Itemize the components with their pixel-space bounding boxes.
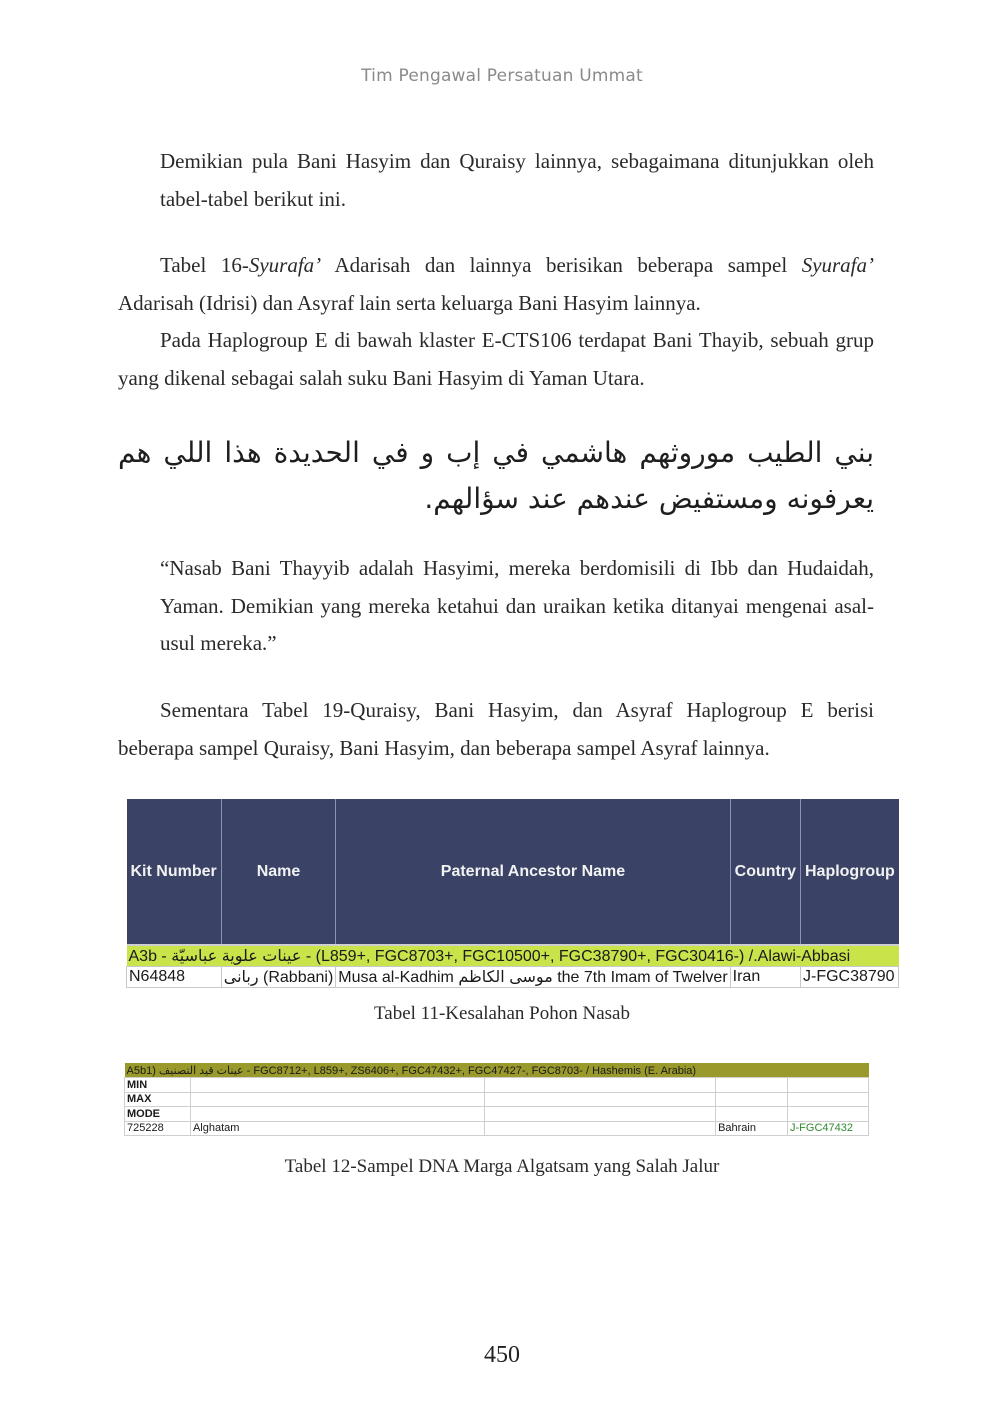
text-span: Adarisah dan lainnya berisikan beberapa sampel [321, 253, 802, 277]
table-sampel-dna-algatsam [124, 1063, 869, 1136]
cluster-group-row: A3b - عينات علوية عباسيّة - (L859+, FGC8703+, FGC10500+, FGC38790+, FGC30416-) /.Alawi-Abbasi [127, 945, 899, 967]
cell-kit: N64848 [127, 967, 222, 988]
row-label-min: MIN [125, 1078, 191, 1093]
header-haplogroup: Haplogroup [800, 799, 898, 945]
cluster-group-row: A5b1) عينات قيد التصنيف - FGC8712+, L859+, ZS6406+, FGC47432+, FGC47427-, FGC8703- / Hashemis (E. Arabia) [125, 1063, 869, 1078]
paragraph-haplogroup-e: Pada Haplogroup E di bawah klaster E-CTS106 terdapat Bani Thayib, sebuah grup yang dikenal sebagai salah suku Bani Hasyim di Yaman Utara. [118, 328, 874, 390]
cell-haplogroup: J-FGC47432 [788, 1121, 869, 1136]
empty-cell [716, 1107, 788, 1122]
table-row [125, 1092, 869, 1107]
header-paternal-ancestor: Paternal Ancestor Name [336, 799, 730, 945]
cell-name: Alghatam [190, 1121, 484, 1136]
text-span: Tabel 16- [160, 253, 249, 277]
paragraph-tabel-19: Sementara Tabel 19-Quraisy, Bani Hasyim, dan Asyraf Haplogroup E berisi beberapa sampel Quraisy, Bani Hasyim, dan beberapa sampel Asyraf lainnya. [118, 698, 874, 760]
table-row [125, 1107, 869, 1122]
row-label-max: MAX [125, 1092, 191, 1107]
italic-term: Syurafa’ [248, 253, 322, 277]
empty-cell [788, 1078, 869, 1093]
caption-table-12: Tabel 12-Sampel DNA Marga Algatsam yang Salah Jalur [284, 1156, 720, 1177]
running-header: Tim Pengawal Persatuan Ummat [361, 66, 643, 86]
empty-cell [716, 1078, 788, 1093]
empty-cell [788, 1092, 869, 1107]
paragraph-intro: Demikian pula Bani Hasyim dan Quraisy lainnya, sebagaimana ditunjukkan oleh tabel-tabel berikut ini. [160, 149, 874, 211]
empty-cell [484, 1121, 716, 1136]
header-country: Country [730, 799, 800, 945]
page-number: 450 [484, 1342, 520, 1368]
caption-table-11: Tabel 11-Kesalahan Pohon Nasab [374, 1003, 630, 1024]
cell-kit: 725228 [125, 1121, 191, 1136]
cell-name: ربانى (Rabbani) [221, 967, 336, 988]
italic-term: Syurafa’ [801, 253, 875, 277]
cell-country: Bahrain [716, 1121, 788, 1136]
cell-country: Iran [730, 967, 800, 988]
empty-cell [484, 1107, 716, 1122]
empty-cell [484, 1092, 716, 1107]
empty-cell [190, 1078, 484, 1093]
table-row [125, 1078, 869, 1093]
row-label-mode: MODE [125, 1107, 191, 1122]
header-kit-number: Kit Number [127, 799, 222, 945]
table-kesalahan-pohon-nasab [126, 799, 899, 988]
cell-haplogroup: J-FGC38790 [800, 967, 898, 988]
empty-cell [190, 1107, 484, 1122]
cell-ancestor: Musa al-Kadhim موسى الكاظم the 7th Imam of Twelver [336, 967, 730, 988]
table-row [125, 1121, 869, 1136]
text-span: Adarisah (Idrisi) dan Asyraf lain serta keluarga Bani Hasyim lainnya. [118, 290, 701, 315]
empty-cell [484, 1078, 716, 1093]
arabic-quote: بني الطيب موروثهم هاشمي في إب و في الحديدة هذا اللي هم يعرفونه ومستفيض عندهم عند سؤالهم. [118, 436, 874, 515]
empty-cell [788, 1107, 869, 1122]
paragraph-tabel-16 [118, 247, 874, 322]
translation-quote: “Nasab Bani Thayyib adalah Hasyimi, mereka berdomisili di Ibb dan Hudaidah, Yaman. Demikian yang mereka ketahui dan uraikan ketika ditanyai mengenai asal-usul mereka.” [160, 556, 874, 655]
table-row [127, 967, 899, 988]
empty-cell [190, 1092, 484, 1107]
header-name: Name [221, 799, 336, 945]
empty-cell [716, 1092, 788, 1107]
